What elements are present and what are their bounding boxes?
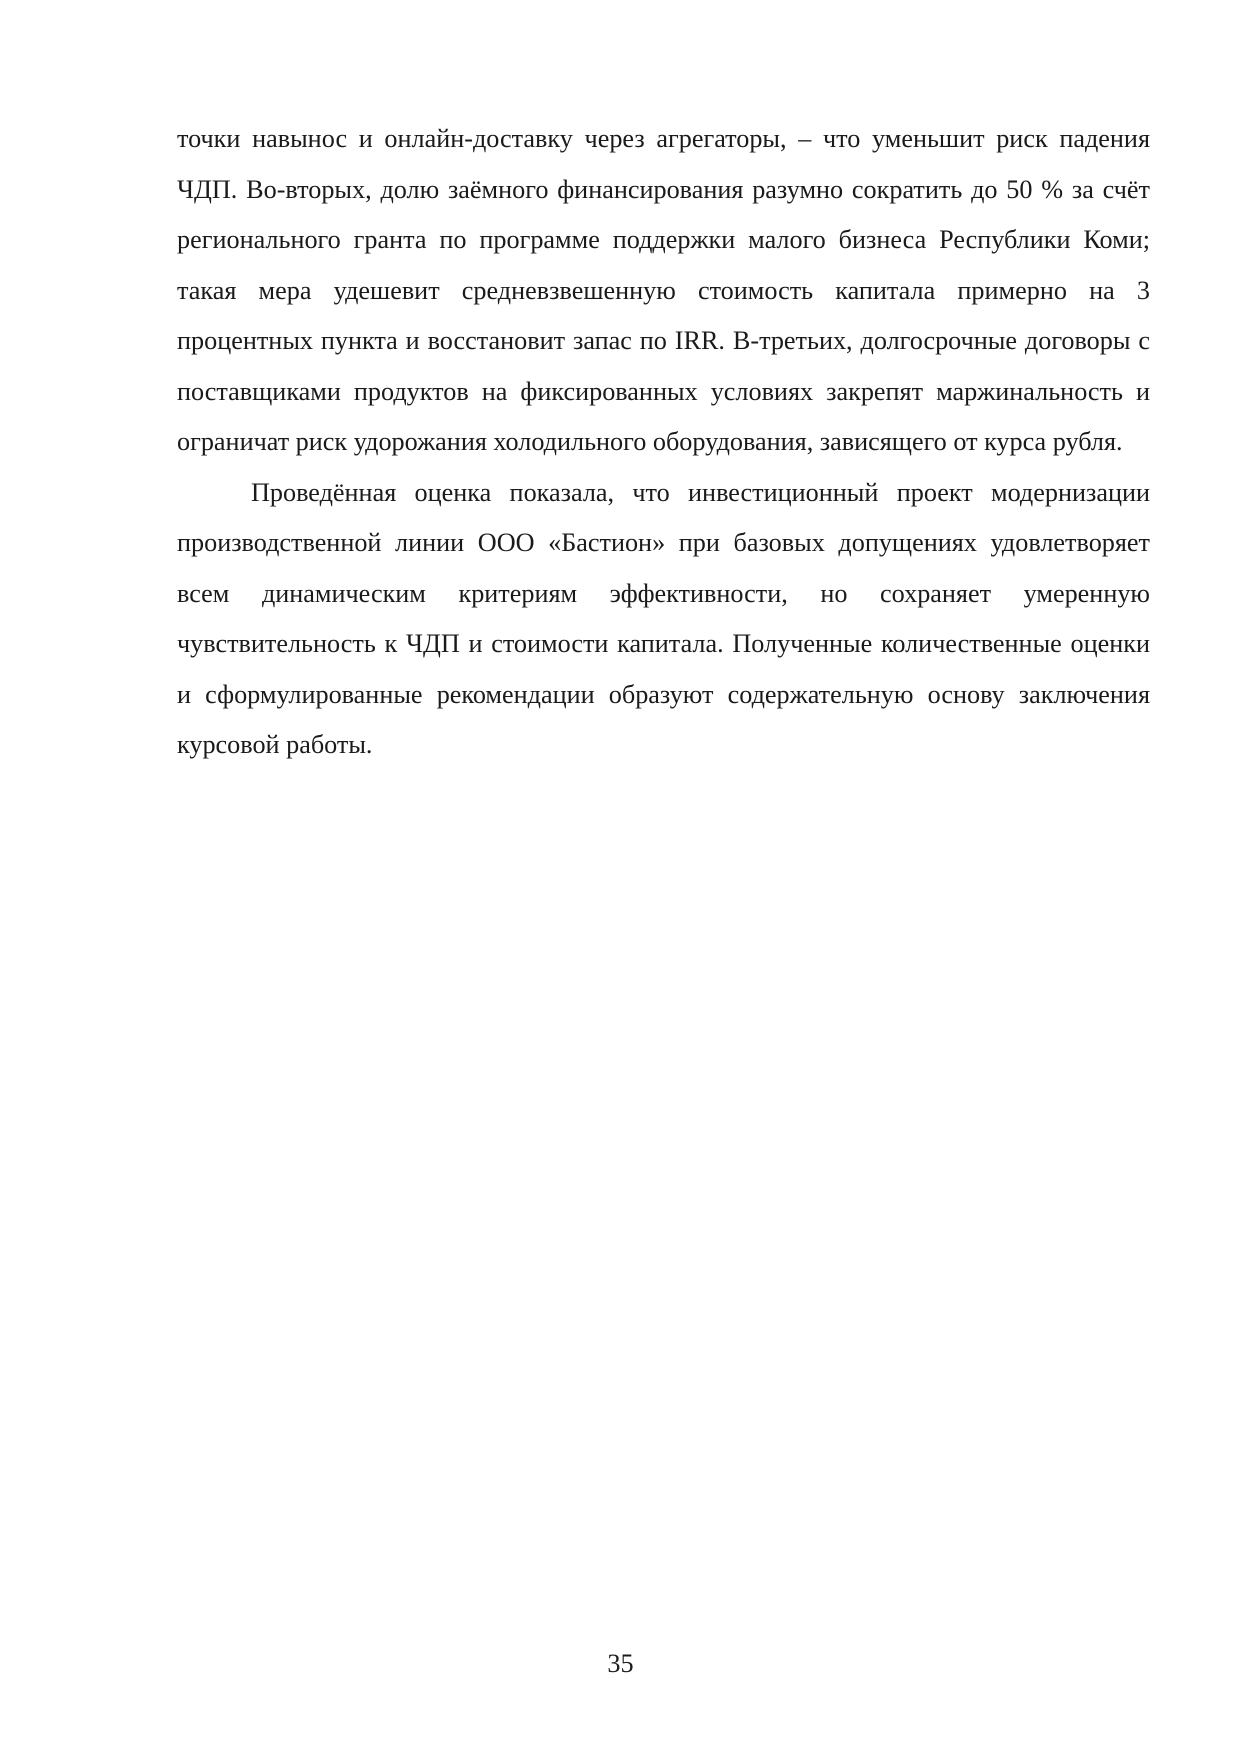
paragraph-conclusion: Проведённая оценка показала, что инвестиционный проект модернизации производственной линии ООО «Бастион» при базовых допущениях удовлетворяет всем динамическим критериям эффективности, но сохраняет умеренную чувствительность к ЧДП и стоимости капитала. Полученные количественные оценки и сформулированные рекомендации образуют содержательную основу заключения курсовой работы. [177, 477, 1150, 759]
page-number: 35 [607, 1649, 634, 1678]
paragraph-continuation: точки навынос и онлайн-доставку через агрегаторы, – что уменьшит риск падения ЧДП. Во-вторых, долю заёмного финансирования разумно сократить до 50 % за счёт регионального гранта по программе поддержки малого бизнеса Республики Коми; такая мера удешевит средневзвешенную стоимость капитала примерно на 3 процентных пункта и восстановит запас по IRR. В-третьих, долгосрочные договоры с поставщиками продуктов на фиксированных условиях закрепят маржинальность и ограничат риск удорожания холодильного оборудования, зависящего от курса рубля. [177, 124, 1150, 456]
body-text [177, 114, 1150, 771]
